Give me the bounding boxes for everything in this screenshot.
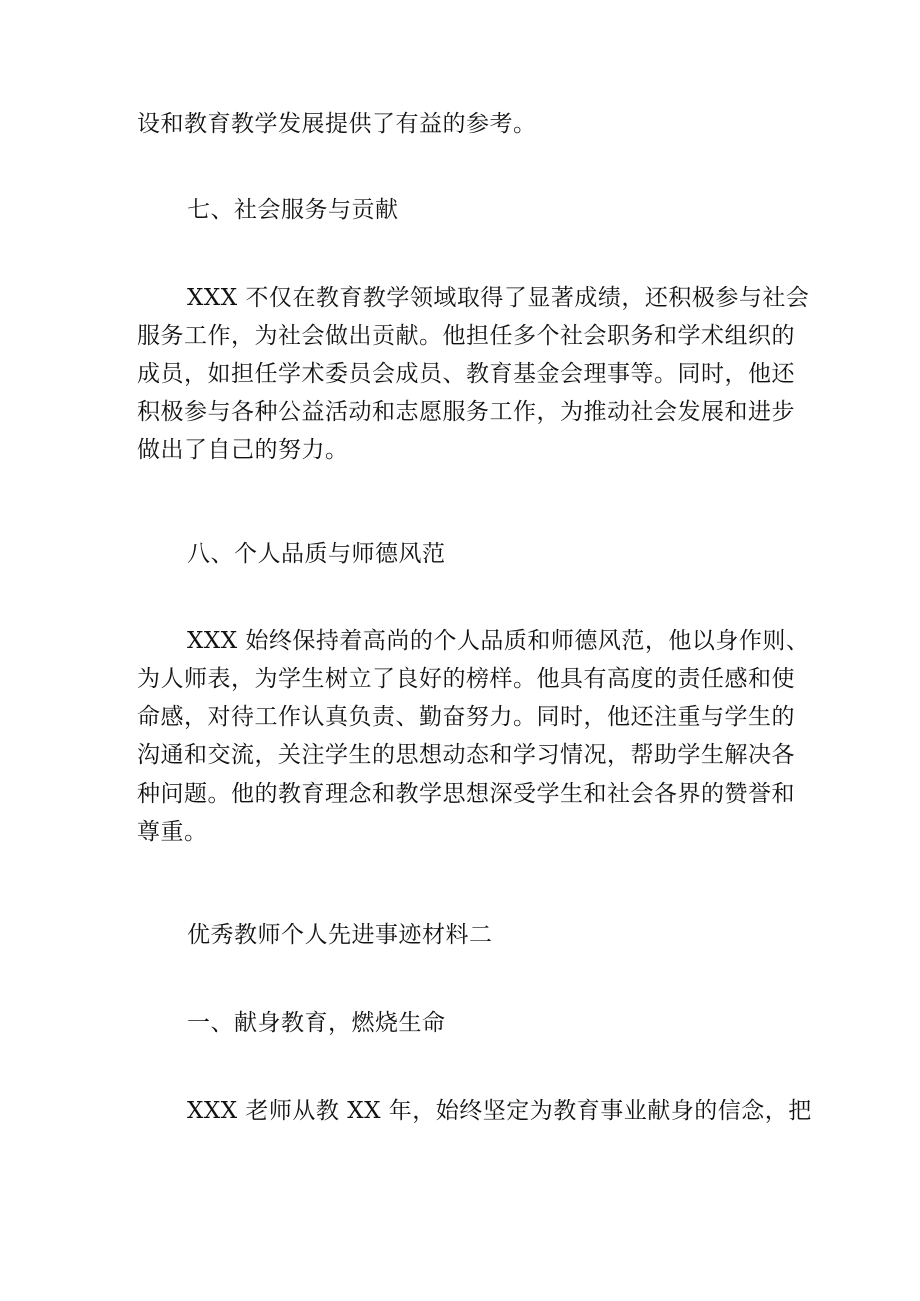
document-subtitle: 优秀教师个人先进事迹材料二 xyxy=(187,922,493,948)
paragraph-line: 沟通和交流，关注学生的思想动态和学习情况，帮助学生解决各 xyxy=(137,742,795,768)
section-heading: 七、社会服务与贡献 xyxy=(187,197,399,223)
paragraph-line: 服务工作，为社会做出贡献。他担任多个社会职务和学术组织的 xyxy=(137,323,795,349)
paragraph-line: 积极参与各种公益活动和志愿服务工作，为推动社会发展和进步 xyxy=(137,399,795,425)
paragraph-line: 成员，如担任学术委员会成员、教育基金会理事等。同时，他还 xyxy=(137,361,795,387)
section-heading: 一、献身教育，燃烧生命 xyxy=(187,1010,446,1036)
paragraph-line: 尊重。 xyxy=(137,819,208,845)
paragraph-line: XXX 老师从教 XX 年，始终坚定为教育事业献身的信念，把 xyxy=(187,1098,812,1124)
paragraph-line: XXX 不仅在教育教学领域取得了显著成绩，还积极参与社会 xyxy=(187,285,810,311)
paragraph-line: 设和教育教学发展提供了有益的参考。 xyxy=(137,111,537,137)
paragraph-line: 做出了自己的努力。 xyxy=(137,437,349,463)
paragraph-line: XXX 始终保持着高尚的个人品质和师德风范，他以身作则、 xyxy=(187,628,810,654)
paragraph-line: 种问题。他的教育理念和教学思想深受学生和社会各界的赞誉和 xyxy=(137,781,795,807)
paragraph-line: 命感，对待工作认真负责、勤奋努力。同时，他还注重与学生的 xyxy=(137,704,795,730)
paragraph-line: 为人师表，为学生树立了良好的榜样。他具有高度的责任感和使 xyxy=(137,666,795,692)
section-heading: 八、个人品质与师德风范 xyxy=(187,541,446,567)
